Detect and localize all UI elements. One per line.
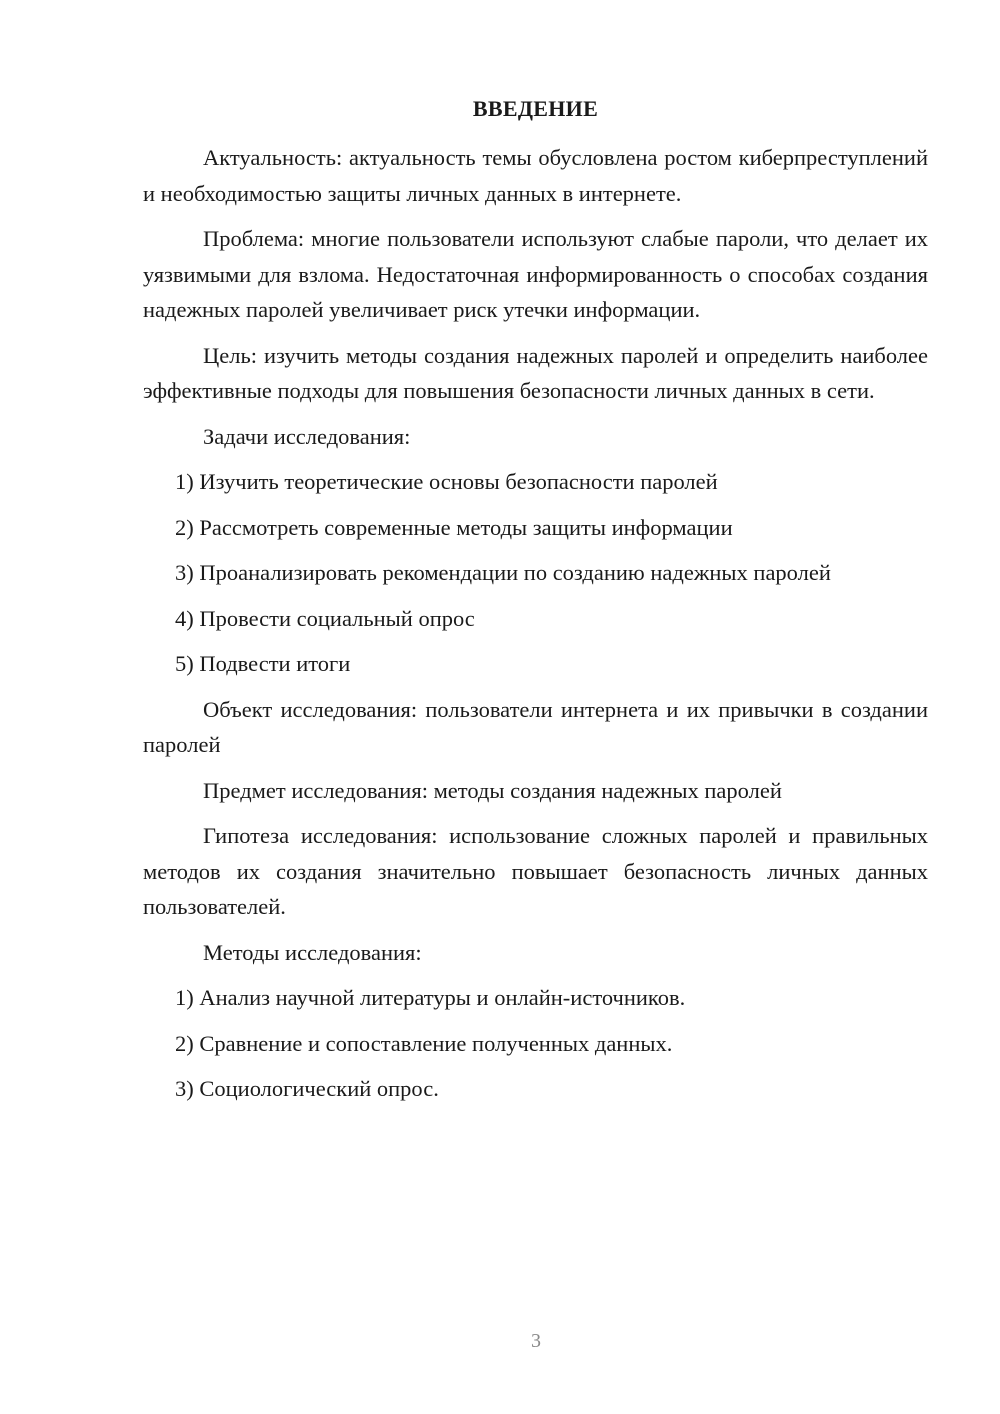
tasks-list: [143, 464, 928, 682]
problem-paragraph: Проблема: многие пользователи используют слабые пароли, что делает их уязвимыми для взлома. Недостаточная информированность о способах создания надежных паролей увеличивает риск утечки информации.: [143, 226, 928, 322]
list-item: 2) Сравнение и сопоставление полученных данных.: [175, 1030, 673, 1056]
list-item: 3) Социологический опрос.: [175, 1076, 439, 1101]
relevance-paragraph: Актуальность: актуальность темы обусловлена ростом киберпреступлений и необходимостью защиты личных данных в интернете.: [143, 145, 928, 206]
list-item: 3) Проанализировать рекомендации по созданию надежных паролей: [175, 560, 831, 585]
subject-paragraph: Предмет исследования: методы создания надежных паролей: [203, 777, 782, 803]
page-number: 3: [531, 1330, 541, 1352]
tasks-title: Задачи исследования:: [203, 423, 411, 449]
methods-title: Методы исследования:: [203, 939, 422, 965]
page-content: [143, 94, 928, 1117]
list-item: 4) Провести социальный опрос: [175, 605, 475, 631]
methods-list: [143, 980, 928, 1107]
list-item: 5) Подвести итоги: [175, 651, 351, 676]
goal-paragraph: Цель: изучить методы создания надежных паролей и определить наиболее эффективные подходы для повышения безопасности личных данных в сети.: [143, 342, 928, 403]
hypothesis-paragraph: Гипотеза исследования: использование сложных паролей и правильных методов их создания значительно повышает безопасность личных данных пользователей.: [143, 823, 928, 919]
object-paragraph: Объект исследования: пользователи интернета и их привычки в создании паролей: [143, 696, 928, 757]
list-item: 2) Рассмотреть современные методы защиты информации: [175, 514, 733, 540]
page-title: ВВЕДЕНИЕ: [472, 96, 599, 121]
list-item: 1) Анализ научной литературы и онлайн-источников.: [175, 985, 686, 1010]
list-item: 1) Изучить теоретические основы безопасности паролей: [175, 469, 718, 494]
